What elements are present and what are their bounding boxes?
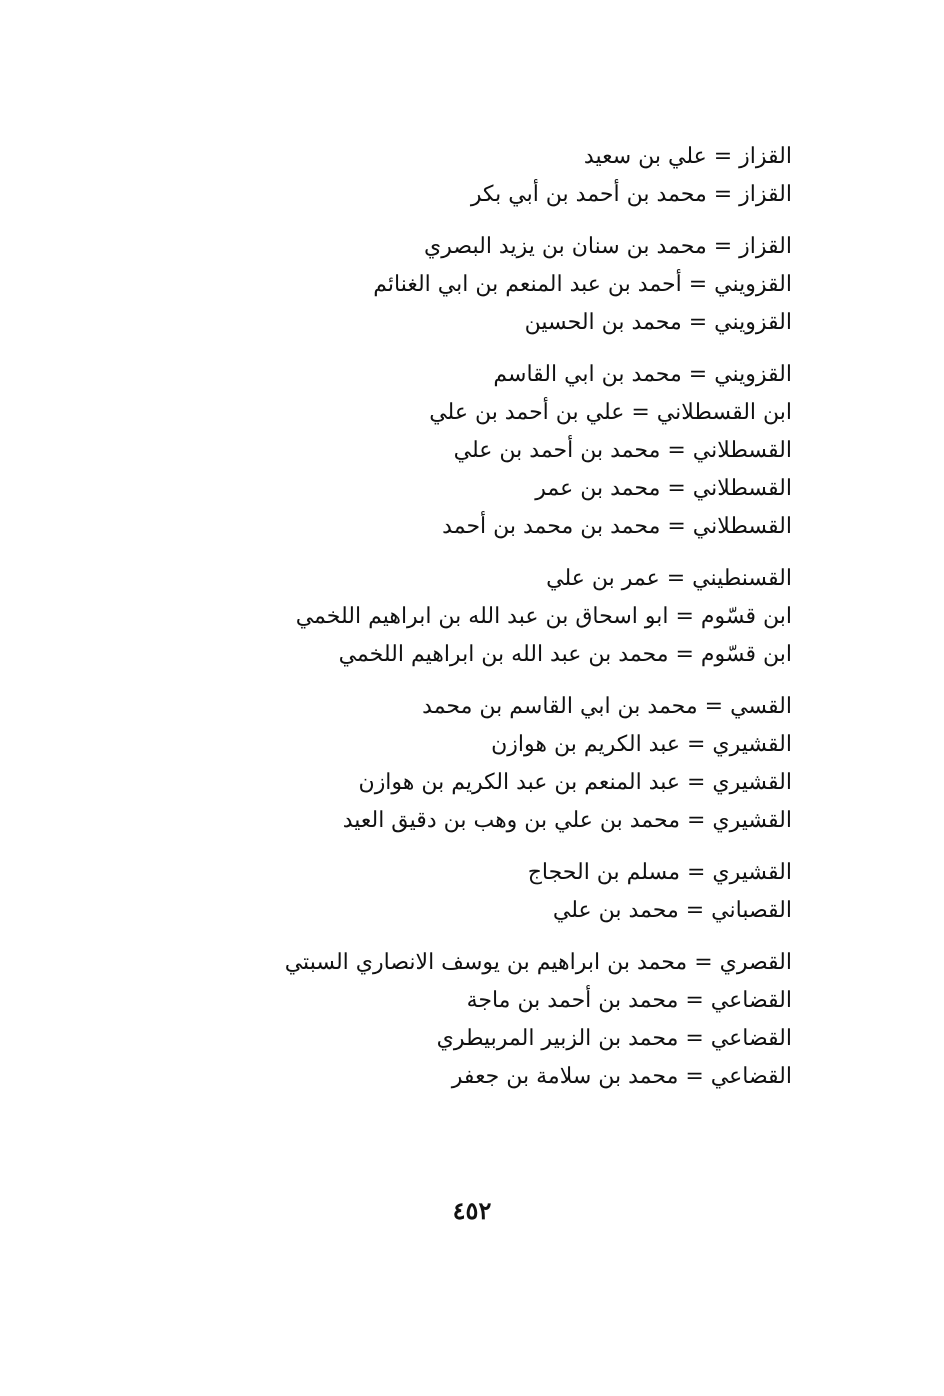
name-entry: القضاعي = محمد بن سلامة بن جعفر bbox=[451, 1064, 792, 1089]
name-entry: ابن القسطلاني = علي بن أحمد بن علي bbox=[429, 400, 792, 425]
name-entry: القشيري = عبد الكريم بن هوازن bbox=[491, 732, 792, 757]
name-entry: القصري = محمد بن ابراهيم بن يوسف الانصاري السبتي bbox=[284, 950, 792, 975]
entry-group bbox=[192, 944, 792, 1096]
name-entry: القشيري = عبد المنعم بن عبد الكريم بن هوازن bbox=[358, 770, 792, 795]
name-entry: القضاعي = محمد بن أحمد بن ماجة bbox=[466, 988, 792, 1013]
entry-group bbox=[192, 138, 792, 214]
name-entry: القسي = محمد بن ابي القاسم بن محمد bbox=[422, 694, 792, 719]
name-entry: القزاز = محمد بن أحمد بن أبي بكر bbox=[470, 182, 792, 207]
name-index-list bbox=[192, 138, 792, 1110]
name-entry: القسطلاني = محمد بن محمد بن أحمد bbox=[442, 514, 792, 539]
name-entry: القشيري = محمد بن علي بن وهب بن دقيق العيد bbox=[342, 808, 792, 833]
entry-group bbox=[192, 356, 792, 546]
entry-group bbox=[192, 688, 792, 840]
name-entry: القزويني = محمد بن ابي القاسم bbox=[493, 362, 792, 387]
entry-group bbox=[192, 560, 792, 674]
name-entry: القسنطيني = عمر بن علي bbox=[546, 566, 792, 591]
name-entry: القشيري = مسلم بن الحجاج bbox=[527, 860, 792, 885]
name-entry: القضاعي = محمد بن الزبير المربيطري bbox=[436, 1026, 792, 1051]
name-entry: القصباني = محمد بن علي bbox=[552, 898, 792, 923]
page-number: ٤٥٢ bbox=[452, 1196, 492, 1225]
name-entry: القزويني = محمد بن الحسين bbox=[524, 310, 792, 335]
name-entry: ابن قسّوم = ابو اسحاق بن عبد الله بن ابراهيم اللخمي bbox=[295, 604, 792, 629]
name-entry: القسطلاني = محمد بن أحمد بن علي bbox=[453, 438, 792, 463]
name-entry: القزاز = محمد بن سنان بن يزيد البصري bbox=[424, 234, 792, 259]
name-entry: القسطلاني = محمد بن عمر bbox=[535, 476, 792, 501]
name-entry: ابن قسّوم = محمد بن عبد الله بن ابراهيم اللخمي bbox=[338, 642, 792, 667]
name-entry: القزويني = أحمد بن عبد المنعم بن ابي الغنائم bbox=[373, 272, 792, 297]
entry-group bbox=[192, 854, 792, 930]
entry-group bbox=[192, 228, 792, 342]
name-entry: القزاز = علي بن سعيد bbox=[583, 144, 792, 169]
